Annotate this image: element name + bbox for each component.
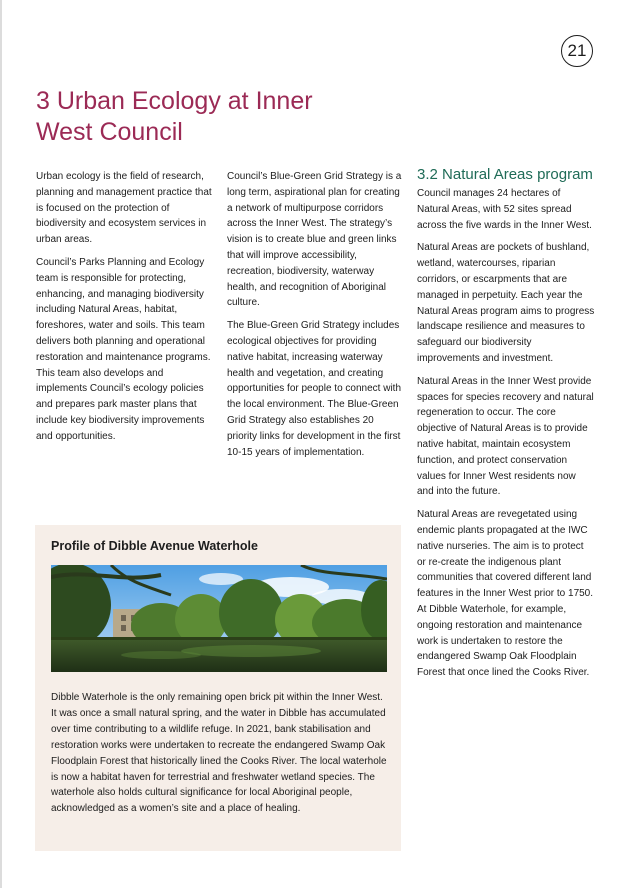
paragraph: Natural Areas are revegetated using endemic plants propagated at the IWC native nurseries. The aim is to protect or re-create the indigenous plant communities that covered different land features in the Inner West prior to 1750. At Dibble Waterhole, for example, ongoing restoration and maintenance work is undertaken to restore the endangered Swamp Oak Floodplain Forest that once lined the Cooks River. [417, 509, 594, 679]
paragraph: Council’s Parks Planning and Ecology team is responsible for protecting, enhancing, and managing biodiversity including Natural Areas, habitat, foreshores, water and soils. This team delivers both planning and operational restoration and maintenance programs. This team also develops and implements Council’s ecology policies and prepares park master plans that include key biodiversity improvements and opportunities. [36, 256, 211, 442]
paragraph: Council manages 24 hectares of Natural Areas, with 52 sites spread across the five wards in the Inner West. [417, 188, 592, 231]
paragraph: Natural Areas are pockets of bushland, wetland, watercourses, riparian corridors, or escarpments that are managed in perpetuity. Each year the Natural Areas program aims to progress landscape resilience and measures to safeguard our biodiversity improvements and investment. [417, 242, 595, 364]
page-edge [0, 0, 2, 888]
waterhole-photo [51, 565, 387, 672]
page-number: 21 [561, 35, 593, 67]
section-heading: 3.2 Natural Areas program [417, 166, 593, 183]
page-title: 3 Urban Ecology at Inner West Council [36, 87, 313, 146]
paragraph: Urban ecology is the field of research, planning and management practice that is focused on the protection of biodiversity and ecosystem services in urban areas. [36, 171, 212, 246]
waterhole-photo-illustration [51, 565, 387, 672]
profile-box [35, 525, 401, 851]
paragraph: Council’s Blue-Green Grid Strategy is a long term, aspirational plan for creating a network of multipurpose corridors across the Inner West. The strategy’s vision is to create blue and green links that will improve accessibility, recreation, biodiversity, waterway health, and recognition of Aboriginal culture. [227, 171, 402, 309]
column-2 [227, 169, 404, 467]
paragraph: Natural Areas in the Inner West provide spaces for species recovery and natural regeneration to occur. The core objective of Natural Areas is to provide native habitat, maintain ecosystem function, and protect conservation values for Inner West residents now and into the future. [417, 375, 594, 498]
profile-text: Dibble Waterhole is the only remaining open brick pit within the Inner West. It was once a small natural spring, and the water in Dibble has accumulated over time contributing to a wildlife refuge. In 2021, bank stabilisation and restoration works were undertaken to recreate the endangered Swamp Oak Floodplain Forest that historically lined the Cooks River. The local waterhole is now a habitat haven for terrestrial and freshwater wetland species. The waterhole also holds cultural significance for local Aboriginal people, acknowledged as a women’s site and a place of healing. [51, 692, 387, 815]
column-3 [417, 166, 595, 688]
profile-title: Profile of Dibble Avenue Waterhole [51, 539, 258, 553]
paragraph: The Blue-Green Grid Strategy includes ecological objectives for providing native habitat, increasing waterway health and vegetation, and creating opportunities for people to connect with the local environment. The Blue-Green Grid Strategy also establishes 20 priority links for development in the first 10-15 years of implementation. [227, 320, 401, 458]
column-1 [36, 169, 214, 452]
